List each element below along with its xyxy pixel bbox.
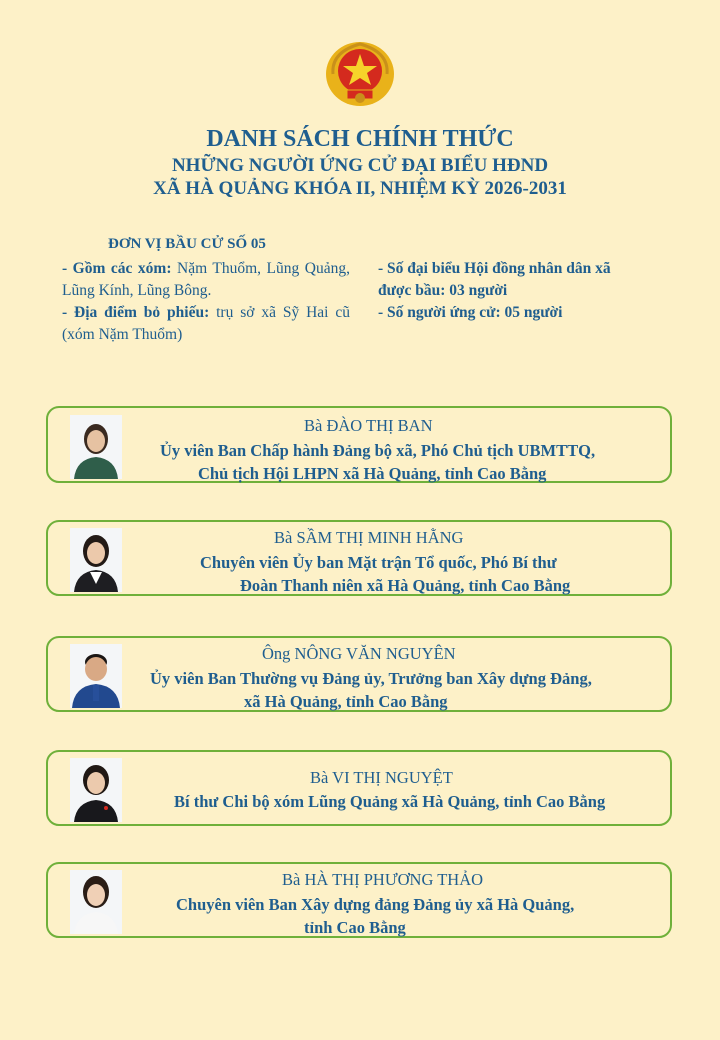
candidate-card bbox=[46, 520, 672, 596]
candidate-name: Bà ĐÀO THỊ BAN bbox=[304, 416, 433, 435]
candidate-photo bbox=[70, 528, 122, 592]
title-line-1: DANH SÁCH CHÍNH THỨC bbox=[206, 126, 514, 152]
candidate-desc-line-1: Ủy viên Ban Chấp hành Đảng bộ xã, Phó Chủ tịch UBMTTQ, bbox=[160, 441, 596, 460]
national-emblem-icon bbox=[323, 40, 397, 110]
unit-right-info bbox=[378, 258, 668, 324]
candidate-desc-line-1: Ủy viên Ban Thường vụ Đảng ủy, Trưởng ban Xây dựng Đảng, bbox=[150, 669, 592, 688]
candidate-desc-line-2: xã Hà Quảng, tỉnh Cao Bằng bbox=[244, 692, 448, 711]
candidate-name: Bà HÀ THỊ PHƯƠNG THẢO bbox=[282, 870, 484, 889]
candidate-card bbox=[46, 636, 672, 712]
title-line-2: NHỮNG NGƯỜI ỨNG CỬ ĐẠI BIỂU HĐND bbox=[171, 155, 549, 176]
title-line-3: XÃ HÀ QUẢNG KHÓA II, NHIỆM KỲ 2026-2031 bbox=[153, 178, 567, 199]
polling-text bbox=[62, 302, 350, 346]
hamlets-text bbox=[62, 258, 350, 302]
candidate-photo bbox=[70, 758, 122, 822]
candidate-card bbox=[46, 862, 672, 938]
candidate-desc-line-1: Bí thư Chi bộ xóm Lũng Quảng xã Hà Quảng, tỉnh Cao Bằng bbox=[174, 792, 606, 811]
unit-left-info bbox=[62, 258, 350, 346]
candidates-count: - Số người ứng cử: 05 người bbox=[378, 304, 563, 321]
candidate-name: Bà VI THỊ NGUYỆT bbox=[310, 768, 453, 787]
candidate-desc-line-2: Đoàn Thanh niên xã Hà Quảng, tỉnh Cao Bằng bbox=[240, 576, 571, 595]
polling-label: - Địa điểm bỏ phiếu: bbox=[62, 304, 210, 321]
candidate-photo bbox=[70, 870, 122, 934]
candidate-desc-line-2: Chủ tịch Hội LHPN xã Hà Quảng, tỉnh Cao Bằng bbox=[198, 464, 547, 483]
document-title bbox=[0, 124, 720, 200]
candidate-desc-line-1: Chuyên viên Ủy ban Mặt trận Tổ quốc, Phó Bí thư bbox=[200, 553, 557, 572]
polling-value: trụ sở xã Sỹ Hai cũ (xóm Nặm Thuổm) bbox=[62, 304, 350, 343]
candidate-card bbox=[46, 406, 672, 483]
seats-line-1: - Số đại biểu Hội đồng nhân dân xã bbox=[378, 260, 611, 277]
hamlets-value: Nặm Thuổm, Lũng Quảng, Lũng Kính, Lũng Bông. bbox=[62, 260, 350, 299]
unit-heading: ĐƠN VỊ BẦU CỬ SỐ 05 bbox=[108, 236, 266, 252]
candidate-photo bbox=[70, 644, 122, 708]
candidate-card bbox=[46, 750, 672, 826]
candidate-desc-line-1: Chuyên viên Ban Xây dựng đảng Đảng ủy xã Hà Quảng, bbox=[176, 895, 575, 914]
candidate-name: Ông NÔNG VĂN NGUYÊN bbox=[262, 644, 456, 663]
candidate-photo bbox=[70, 415, 122, 479]
candidate-desc-line-2: tỉnh Cao Bằng bbox=[304, 918, 406, 937]
seats-line-2: được bầu: 03 người bbox=[378, 282, 508, 299]
hamlets-label: - Gồm các xóm: bbox=[62, 260, 172, 277]
candidate-name: Bà SẦM THỊ MINH HẰNG bbox=[274, 528, 464, 547]
